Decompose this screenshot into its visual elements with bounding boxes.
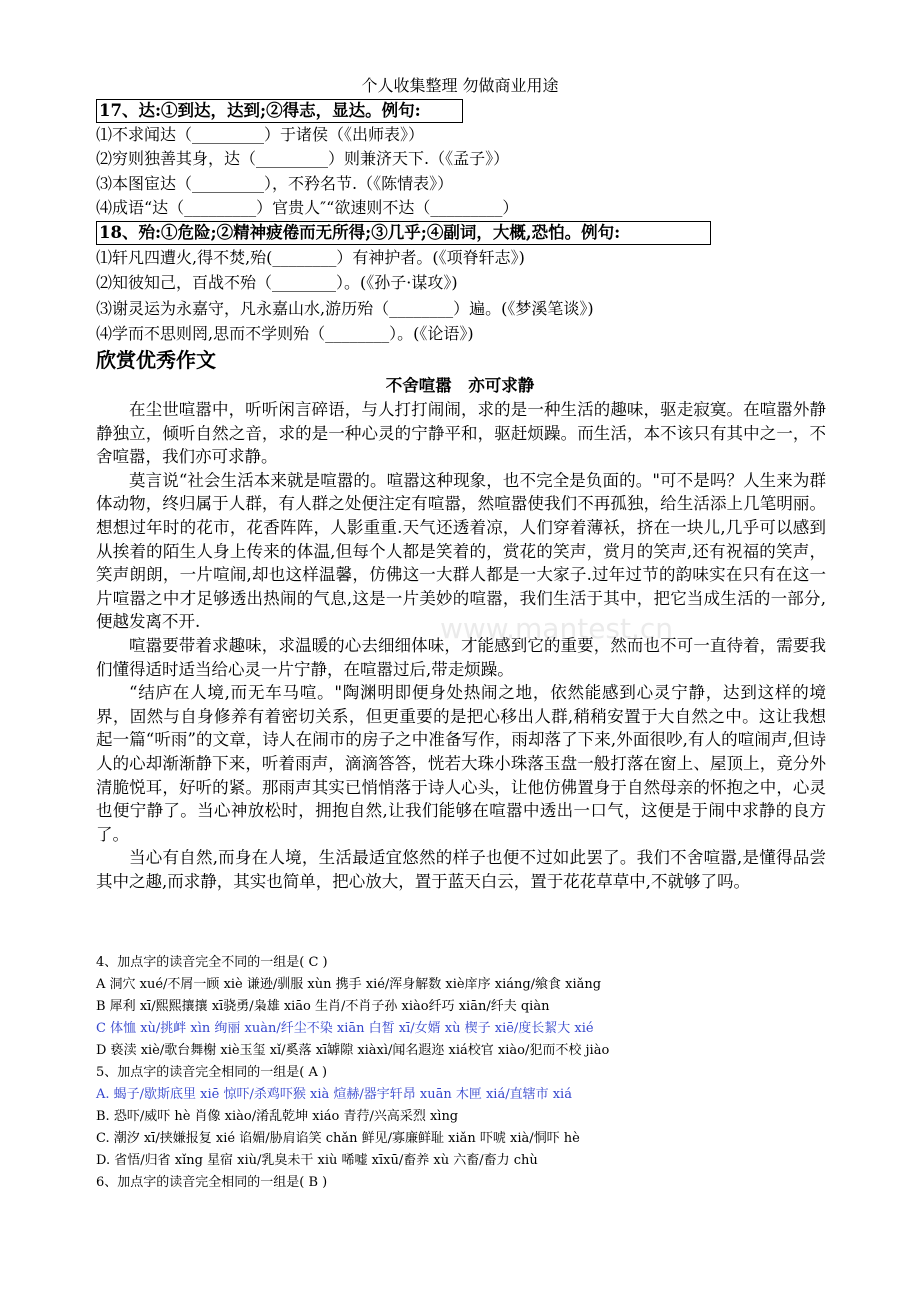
question-line: D 亵渎 xiè/歌台舞榭 xiè玉玺 xǐ/奚落 xī罅隙 xiàxì/闻名遐迩 xiá校官 xiào/犯而不校 jiào: [96, 1043, 610, 1058]
question-line-highlighted: A. 蝎子/歇斯底里 xiē 惊吓/杀鸡吓猴 xià 煊赫/器宇轩昂 xuān 木匣 xiá/直辖市 xiá: [96, 1087, 572, 1102]
section-18-title-box: 18、殆:①危险;②精神疲倦而无所得;③几乎;④副词，大概,恐怕。例句:: [96, 221, 711, 245]
question-line: 6、加点字的读音完全相同的一组是( B ): [96, 1175, 328, 1190]
question-line: D. 省悟/归省 xǐng 星宿 xiù/乳臭未干 xiù 唏嘘 xīxū/畜养 xù 六畜/畜力 chù: [96, 1153, 538, 1168]
section-heading: 欣赏优秀作文: [96, 348, 216, 372]
section-17-line-4: ⑷成语“达（_________）官贵人″“欲速则不达（_________）: [96, 198, 519, 217]
essay-paragraph: 当心有自然,而身在人境，生活最适宜悠然的样子也便不过如此罢了。我们不舍喧嚣,是懂得品尝其中之趣,而求静，其实也简单，把心放大，置于蓝天白云，置于花花草草中,不就够了吗。: [96, 848, 826, 891]
question-line: A 洞穴 xué/不屑一顾 xiè 谦逊/驯服 xùn 携手 xié/浑身解数 xiè庠序 xiáng/飨食 xiǎng: [96, 977, 602, 992]
section-17-line-1: ⑴不求闻达（_________）于诸侯（《出师表》）: [96, 125, 425, 144]
section-18-line-1: ⑴轩凡四遭火,得不焚,殆(________）有神护者。(《项脊轩志》): [96, 248, 525, 267]
section-17-line-3: ⑶本图宦达（_________），不矜名节.（《陈情表》）: [96, 174, 454, 193]
question-line: 5、加点字的读音完全相同的一组是( A ): [96, 1065, 328, 1080]
question-line: C. 潮汐 xī/挟嫌报复 xié 谄媚/胁肩谄笑 chǎn 鲜见/寡廉鲜耻 xiǎn 吓唬 xià/恫吓 hè: [96, 1131, 580, 1146]
section-17-line-2: ⑵穷则独善其身，达（_________）则兼济天下.（《孟子》）: [96, 149, 510, 168]
section-18-line-4: ⑷学而不思则罔,思而不学则殆（________）。(《论语》): [96, 324, 474, 343]
essay-paragraph: 莫言说“社会生活本来就是喧嚣的。喧嚣这种现象，也不完全是负面的。"可不是吗？人生来为群体动物，终归属于人群，有人群之处便注定有喧嚣，然喧嚣使我们不再孤独，给生活添上几笔明丽。想想过年时的花市，花香阵阵，人影重重.天气还透着凉，人们穿着薄袄，挤在一块儿,几乎可以感到从挨着的陌生人身上传来的体温,但每个人都是笑着的，赏花的笑声，赏月的笑声,还有祝福的笑声，笑声朗朗，一片喧闹,却也这样温馨，仿佛这一大群人都是一大家子.过年过节的韵味实在只有在这一片喧嚣之中才足够透出热闹的气息,这是一片美妙的喧嚣，我们生活于其中，把它当成生活的一部分,便越发离不开.: [96, 470, 826, 632]
question-line: B. 恐吓/威吓 hè 肖像 xiào/淆乱乾坤 xiáo 青荇/兴高采烈 xìng: [96, 1109, 459, 1124]
section-18-line-3: ⑶谢灵运为永嘉守，凡永嘉山水,游历殆（________）遍。(《梦溪笔谈》): [96, 299, 594, 318]
essay-paragraph: “结庐在人境,而无车马喧。"陶渊明即便身处热闹之地，依然能感到心灵宁静，达到这样的境界，固然与自身修养有着密切关系，但更重要的是把心移出人群,稍稍安置于大自然之中。这让我想起一篇“听雨”的文章，诗人在闹市的房子之中准备写作，雨却落了下来,外面很吵,有人的喧闹声,但诗人的心却渐渐静下来，听着雨声，滴滴答答，恍若大珠小珠落玉盘一般打落在窗上、屋顶上，竟分外清脆悦耳，好听的紧。那雨声其实已悄悄落于诗人心头，让他仿佛置身于自然母亲的怀抱之中，心灵也便宁静了。当心神放松时，拥抱自然,让我们能够在喧嚣中透出一口气，这便是于闹中求静的良方了。: [96, 683, 826, 844]
page-header: 个人收集整理 勿做商业用途: [361, 76, 559, 95]
question-line: 4、加点字的读音完全不同的一组是( C ): [96, 955, 328, 970]
section-17-title-box: 17、达:①到达，达到;②得志，显达。例句:: [96, 99, 463, 123]
question-line: B 犀利 xī/熙熙攘攘 xī骁勇/枭雄 xiāo 生肖/不肖子孙 xiào纤巧 xiān/纤夫 qiàn: [96, 999, 550, 1014]
essay-paragraph: 在尘世喧嚣中，听听闲言碎语，与人打打闹闹，求的是一种生活的趣味，驱走寂寞。在喧嚣外静静独立，倾听自然之音，求的是一种心灵的宁静平和，驱赶烦躁。而生活，本不该只有其中之一，不舍喧嚣，我们亦可求静。: [96, 400, 826, 467]
question-line-highlighted: C 体恤 xù/挑衅 xìn 绚丽 xuàn/纤尘不染 xiān 白皙 xī/女婿 xù 楔子 xiē/度长絜大 xié: [96, 1021, 594, 1036]
essay-paragraph: 喧嚣要带着求趣味，求温暖的心去细细体味，才能感到它的重要，然而也不可一直待着，需要我们懂得适时适当给心灵一片宁静，在喧嚣过后,带走烦躁。: [96, 635, 826, 679]
essay-title: 不舍喧嚣 亦可求静: [385, 376, 535, 395]
section-18-line-2: ⑵知彼知己，百战不殆（________）。(《孙子·谋攻》): [96, 273, 458, 292]
watermark: www.mantest.cn: [440, 612, 674, 645]
essay-body: [96, 398, 826, 893]
